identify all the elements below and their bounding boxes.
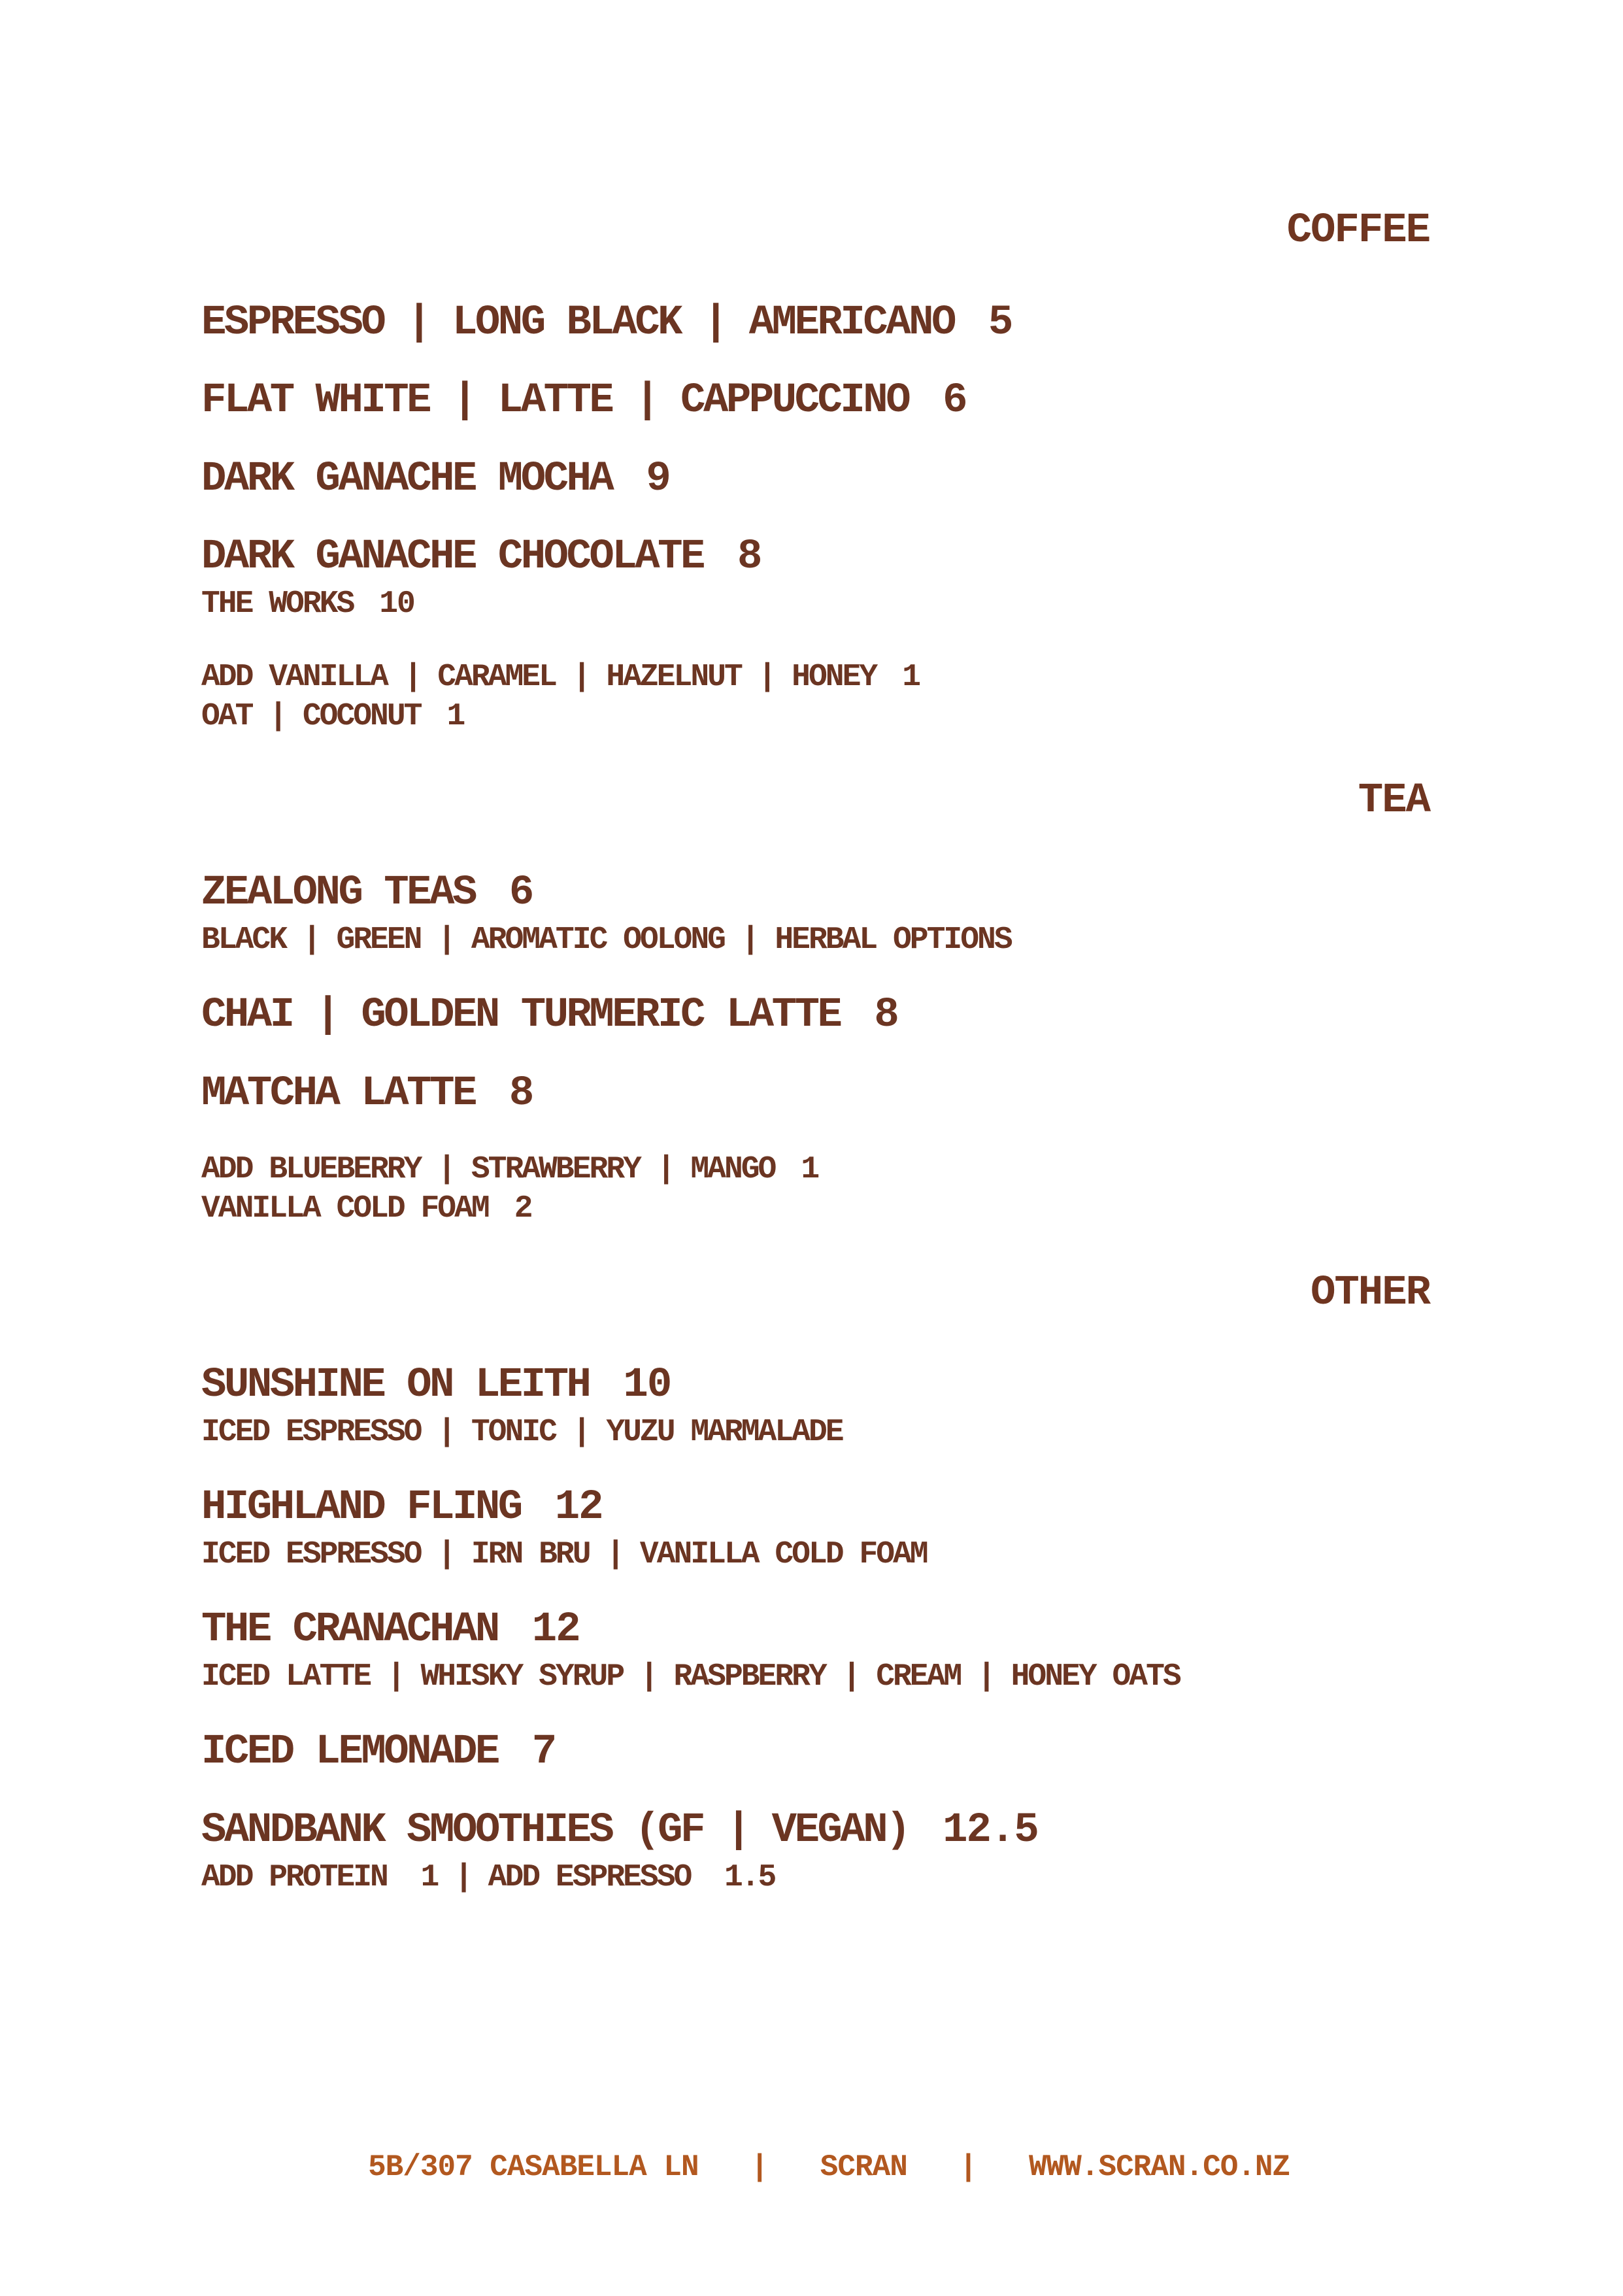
section-heading-tea: TEA bbox=[1358, 777, 1430, 824]
item-line bbox=[201, 379, 1430, 423]
item-line bbox=[201, 994, 1430, 1038]
item-description-text: ADD PROTEIN 1 | ADD ESPRESSO 1.5 bbox=[201, 1859, 775, 1895]
item-name: ICED LEMONADE bbox=[201, 1729, 498, 1776]
item-line bbox=[201, 1608, 1430, 1652]
addon-text: ADD BLUEBERRY | STRAWBERRY | MANGO bbox=[201, 1151, 775, 1187]
item-description-text: BLACK | GREEN | AROMATIC OOLONG | HERBAL OPTIONS bbox=[201, 922, 1011, 958]
menu-item bbox=[201, 1730, 1430, 1774]
item-line bbox=[201, 871, 1430, 915]
addon-text: ADD VANILLA | CARAMEL | HAZELNUT | HONEY bbox=[201, 659, 877, 695]
item-price: 12 bbox=[531, 1606, 580, 1654]
menu-item bbox=[201, 1361, 1430, 1452]
item-line bbox=[201, 1806, 1430, 1854]
menu-section-coffee bbox=[201, 209, 1430, 736]
item-description-text: ICED ESPRESSO | TONIC | YUZU MARMALADE bbox=[201, 1415, 843, 1451]
footer bbox=[0, 2111, 1623, 2186]
menu-item bbox=[201, 871, 1430, 960]
item-price: 9 bbox=[646, 455, 670, 503]
item-line bbox=[201, 1486, 1430, 1530]
item-line bbox=[201, 455, 1430, 503]
item-description bbox=[201, 1657, 1430, 1697]
addon-line bbox=[201, 1150, 1430, 1189]
item-price: 10 bbox=[623, 1361, 671, 1409]
item-price: 8 bbox=[737, 533, 761, 581]
addons-block bbox=[201, 658, 1430, 736]
item-description bbox=[201, 1535, 1430, 1574]
menu-section-other bbox=[201, 1269, 1430, 1897]
item-name: SUNSHINE ON LEITH bbox=[201, 1361, 590, 1409]
menu-item bbox=[201, 1806, 1430, 1897]
item-price: 12 bbox=[554, 1484, 603, 1532]
section-heading-coffee: COFFEE bbox=[1286, 207, 1430, 254]
menu-item bbox=[201, 994, 1430, 1038]
item-price: 8 bbox=[874, 992, 898, 1039]
item-price: 6 bbox=[943, 377, 967, 425]
menu-item bbox=[201, 1072, 1430, 1116]
item-price: 6 bbox=[509, 869, 533, 917]
item-description bbox=[201, 1858, 1430, 1897]
item-description-text: THE WORKS bbox=[201, 586, 354, 622]
item-line bbox=[201, 1730, 1430, 1774]
menu-item bbox=[201, 301, 1430, 345]
addons-block bbox=[201, 1150, 1430, 1228]
addon-line bbox=[201, 658, 1430, 697]
section-heading-other: OTHER bbox=[1310, 1269, 1430, 1317]
item-name: FLAT WHITE | LATTE | CAPPUCCINO bbox=[201, 377, 909, 425]
item-description-price: 10 bbox=[379, 586, 414, 622]
addon-price: 1 bbox=[902, 659, 920, 695]
item-name: ZEALONG TEAS bbox=[201, 869, 475, 917]
item-price: 12.5 bbox=[943, 1806, 1038, 1854]
item-line bbox=[201, 301, 1430, 345]
item-name: MATCHA LATTE bbox=[201, 1070, 475, 1117]
addon-line bbox=[201, 697, 1430, 736]
item-name: ESPRESSO | LONG BLACK | AMERICANO bbox=[201, 299, 954, 347]
item-name: CHAI | GOLDEN TURMERIC LATTE bbox=[201, 992, 841, 1039]
item-name: SANDBANK SMOOTHIES (GF | VEGAN) bbox=[201, 1806, 909, 1854]
footer-text: 5B/307 CASABELLA LN | SCRAN | WWW.SCRAN.CO.NZ bbox=[368, 2150, 1290, 2184]
item-price: 8 bbox=[509, 1070, 533, 1117]
addon-price: 1 bbox=[446, 698, 465, 734]
item-name: DARK GANACHE CHOCOLATE bbox=[201, 533, 703, 581]
item-description-text: ICED LATTE | WHISKY SYRUP | RASPBERRY | CREAM | HONEY OATS bbox=[201, 1659, 1180, 1695]
item-line bbox=[201, 1072, 1430, 1116]
addon-price: 1 bbox=[801, 1151, 819, 1187]
item-line bbox=[201, 535, 1430, 579]
menu-item bbox=[201, 455, 1430, 503]
menu-item bbox=[201, 379, 1430, 423]
addon-text: OAT | COCONUT bbox=[201, 698, 421, 734]
menu-item bbox=[201, 1486, 1430, 1574]
menu-section-tea bbox=[201, 779, 1430, 1228]
menu bbox=[201, 0, 1430, 1931]
menu-item bbox=[201, 535, 1430, 624]
item-name: HIGHLAND FLING bbox=[201, 1484, 521, 1532]
item-line bbox=[201, 1361, 1430, 1409]
item-description-text: ICED ESPRESSO | IRN BRU | VANILLA COLD FOAM bbox=[201, 1537, 927, 1573]
item-price: 7 bbox=[531, 1729, 556, 1776]
addon-text: VANILLA COLD FOAM bbox=[201, 1190, 488, 1226]
addon-price: 2 bbox=[514, 1190, 532, 1226]
item-description bbox=[201, 920, 1430, 960]
item-name: DARK GANACHE MOCHA bbox=[201, 455, 612, 503]
item-name: THE CRANACHAN bbox=[201, 1606, 498, 1654]
item-description bbox=[201, 584, 1430, 624]
item-description bbox=[201, 1413, 1430, 1452]
addon-line bbox=[201, 1189, 1430, 1228]
item-price: 5 bbox=[988, 299, 1012, 347]
menu-item bbox=[201, 1608, 1430, 1697]
